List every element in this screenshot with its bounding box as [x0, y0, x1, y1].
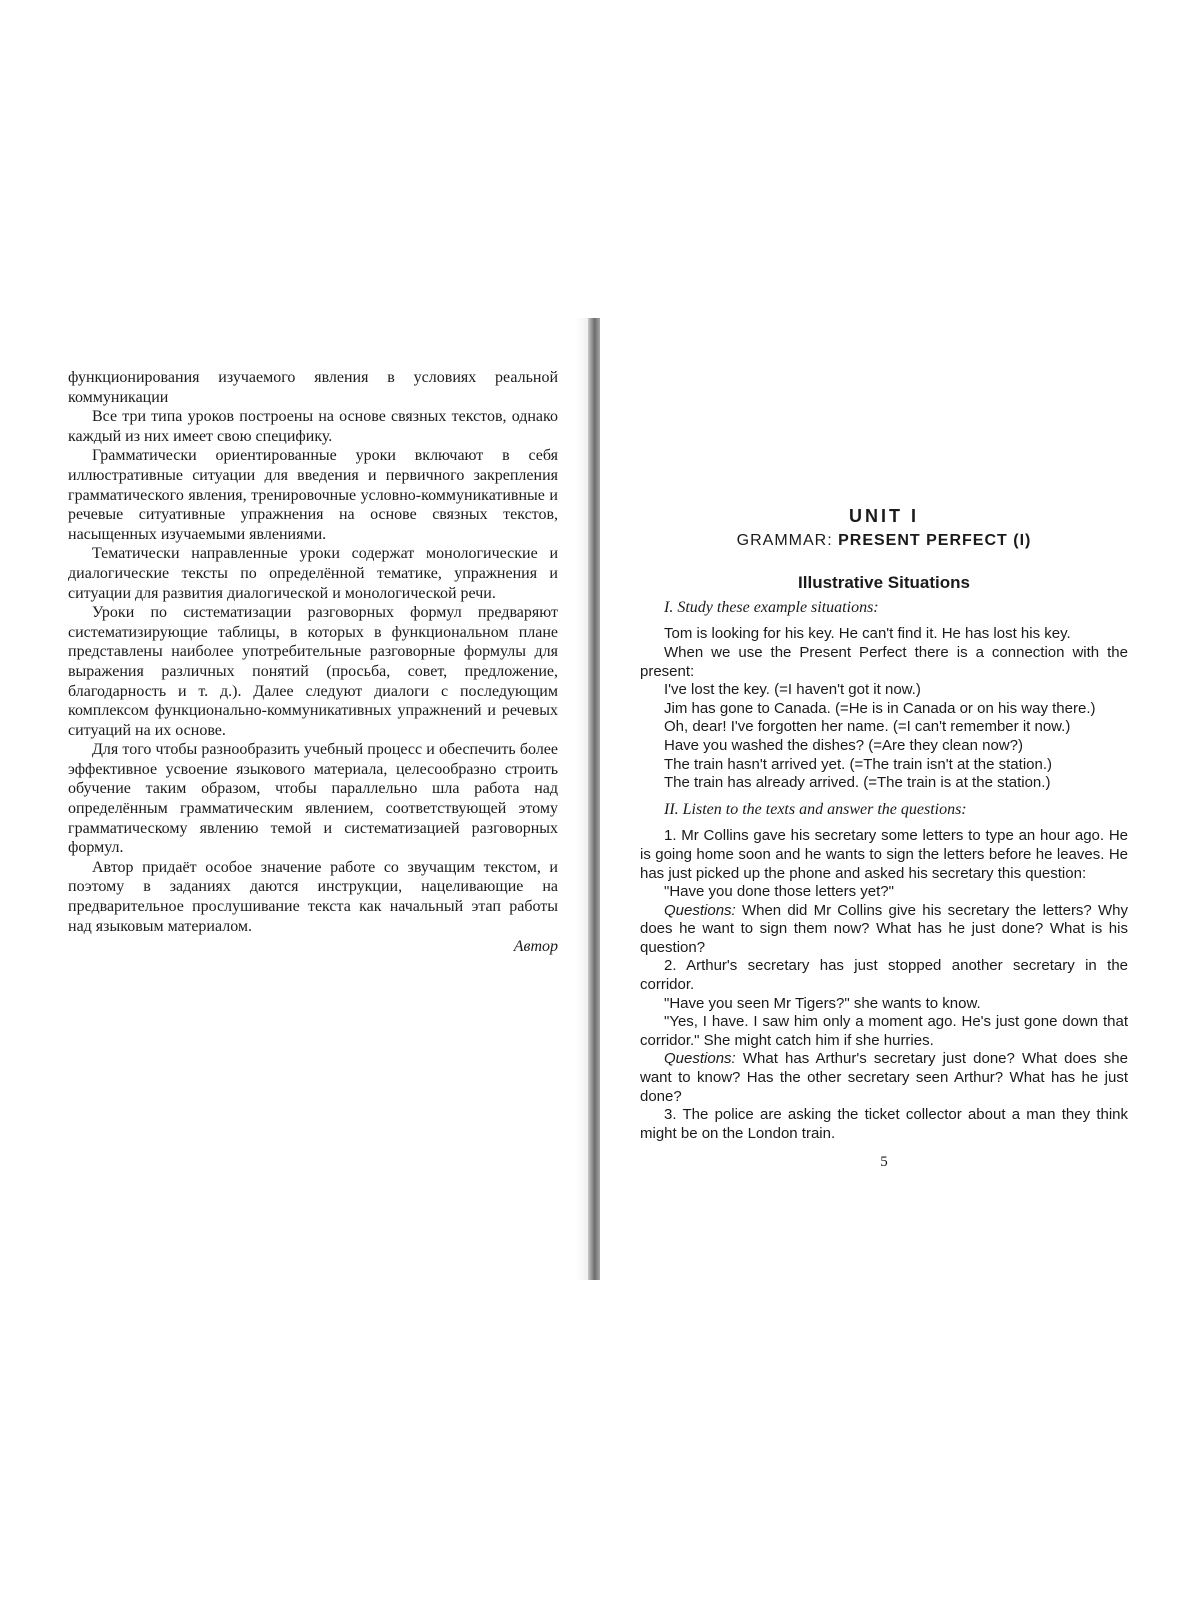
grammar-subtitle-topic: PRESENT PERFECT (I): [838, 531, 1032, 549]
example-4: Jim has gone to Canada. (=He is in Canada or on his way there.): [664, 699, 1096, 717]
left-paragraph-4: Тематически направленные уроки содержат монологические и диалогические тексты по определённой тематике, упражнения и ситуации для развития диалогической и монологической речи.: [68, 545, 558, 602]
example-6: Have you washed the dishes? (=Are they clean now?): [664, 736, 1023, 754]
book-spine: [588, 318, 600, 1280]
left-paragraph-1: функционирования изучаемого явления в условиях реальной коммуникации: [68, 369, 558, 406]
left-page: [68, 368, 558, 957]
questions-label: Questions:: [664, 901, 736, 919]
example-2: When we use the Present Perfect there is a connection with the present:: [640, 643, 1128, 680]
example-1: Tom is looking for his key. He can't find it. He has lost his key.: [664, 625, 1071, 643]
page-gutter-shadow: [576, 318, 588, 1280]
grammar-subtitle: [640, 532, 1128, 551]
section-title: Illustrative Situations: [798, 573, 970, 593]
text-1-quote: "Have you done those letters yet?": [664, 883, 894, 901]
author-signature: Автор: [513, 938, 558, 956]
left-paragraph-3: Грамматически ориентированные уроки включают в себя иллюстративные ситуации для введения и первичного закрепления грамматического явления, тренировочные условно-коммуникативные и речевые ситуативные упражнения на основе связных текстов, насыщенных изучаемыми явлениями.: [68, 447, 558, 543]
example-8: The train has already arrived. (=The train is at the station.): [664, 774, 1051, 792]
right-page: [640, 507, 1128, 1172]
text-1-questions-text: When did Mr Collins give his secretary the letters? Why does he want to sign them now? What has he just done? What is his question?: [640, 901, 1128, 956]
task-1-instruction: I. Study these example situations:: [664, 598, 879, 616]
left-paragraph-6: Для того чтобы разнообразить учебный процесс и обеспечить более эффективное усвоение языкового материала, целесообразно строить обучение таким образом, чтобы параллельно шла работа над определённым грамматическим явлением, соответствующей этому грамматическому явлению темой и систематизацией разговорных формул.: [68, 741, 558, 857]
left-paragraph-2: Все три типа уроков построены на основе связных текстов, однако каждый из них имеет свою специфику.: [68, 408, 558, 445]
task-2-instruction: II. Listen to the texts and answer the questions:: [664, 800, 967, 818]
questions-label: Questions:: [664, 1050, 736, 1068]
page-number: 5: [880, 1154, 888, 1171]
text-2-quote-2: "Yes, I have. I saw him only a moment ago. He's just gone down that corridor." She might catch him if she hurries.: [640, 1013, 1128, 1049]
text-3-body: 3. The police are asking the ticket collector about a man they think might be on the London train.: [640, 1106, 1128, 1142]
left-paragraph-5: Уроки по систематизации разговорных формул предваряют систематизирующие таблицы, в которых в функциональном плане представлены наиболее употребительные разговорные формулы для выражения различных понятий (просьба, совет, предложение, благодарность и т. д.). Далее следуют диалоги с последующим комплексом функционально-коммуникативных упражнений и речевых ситуаций на их основе.: [68, 604, 558, 739]
left-paragraph-7: Автор придаёт особое значение работе со звучащим текстом, и поэтому в заданиях даются инструкции, нацеливающие на предварительное прослушивание текста как начальный этап работы над языковым материалом.: [68, 858, 558, 935]
example-3: I've lost the key. (=I haven't got it now.): [664, 681, 921, 699]
text-2-questions: [640, 1050, 1128, 1106]
text-2-body: 2. Arthur's secretary has just stopped another secretary in the corridor.: [640, 957, 1128, 994]
text-2-questions-text: What has Arthur's secretary just done? What does she want to know? Has the other secretary seen Arthur? What has he just done?: [640, 1050, 1128, 1105]
text-2-quote-1: "Have you seen Mr Tigers?" she wants to know.: [664, 994, 981, 1012]
text-1-body: 1. Mr Collins gave his secretary some letters to type an hour ago. He is going home soon and he wants to sign the letters before he leaves. He has just picked up the phone and asked his secretary this question:: [640, 827, 1128, 882]
example-7: The train hasn't arrived yet. (=The train isn't at the station.): [664, 755, 1052, 773]
grammar-subtitle-prefix: GRAMMAR:: [736, 531, 833, 549]
text-1-questions: [640, 902, 1128, 958]
example-5: Oh, dear! I've forgotten her name. (=I can't remember it now.): [664, 718, 1071, 736]
unit-title: UNIT I: [849, 506, 919, 526]
